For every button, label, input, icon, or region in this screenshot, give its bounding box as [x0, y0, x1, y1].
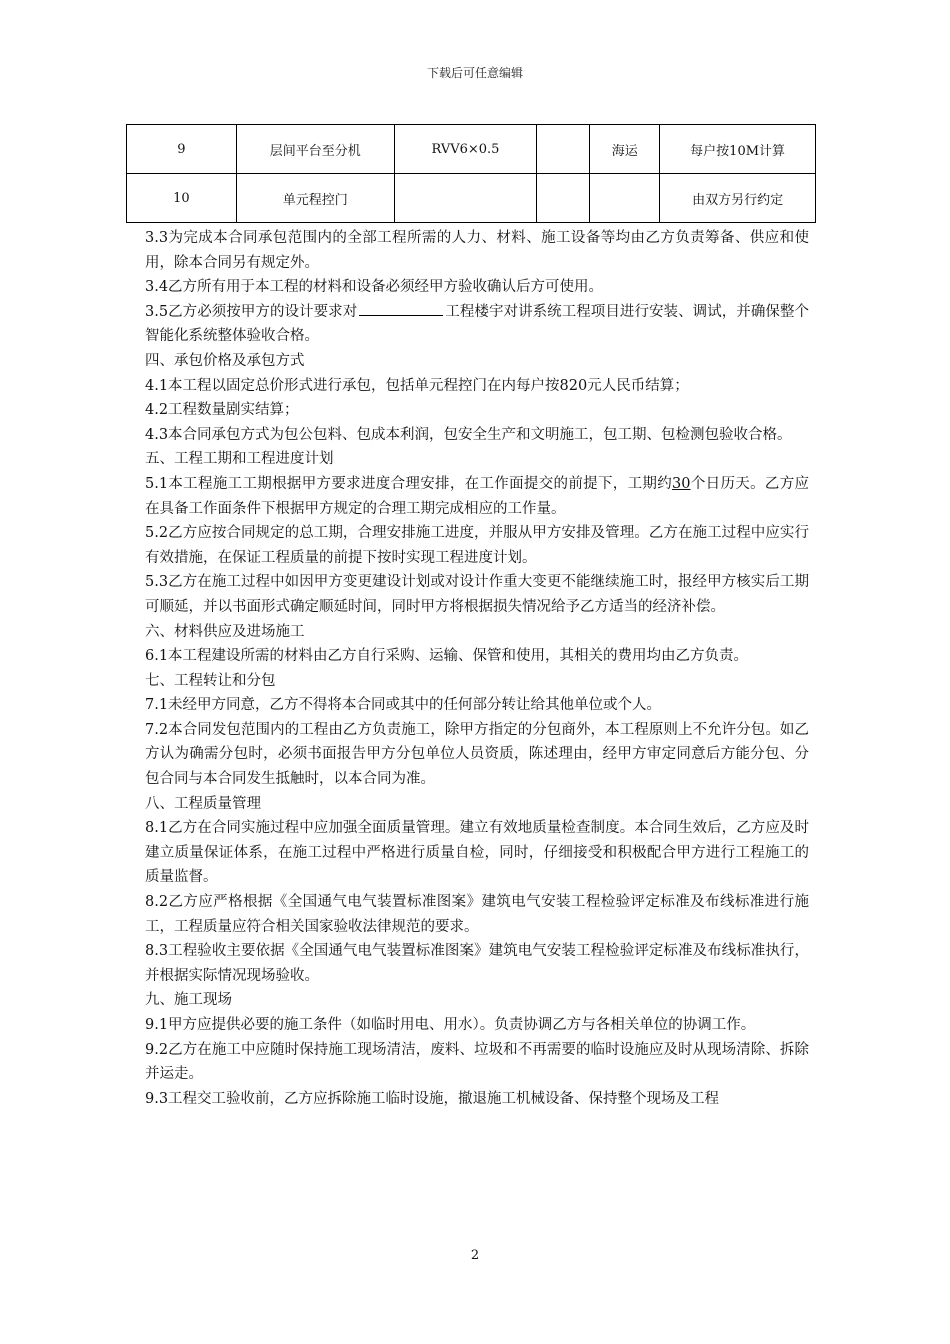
materials-table [126, 124, 816, 223]
clause-8-3: 8.3工程验收主要依据《全国通气电气装置标准图案》建筑电气安装工程检验评定标准及布线标准执行，并根据实际情况现场验收。 [145, 943, 809, 984]
duration-days: 30 [672, 475, 691, 492]
section-heading-4: 四、承包价格及承包方式 [145, 352, 305, 369]
clause-4-1: 4.1本工程以固定总价形式进行承包，包括单元程控门在内每户按820元人民币结算； [145, 377, 689, 394]
contract-body [145, 226, 809, 1111]
clause-3-5 [145, 300, 809, 349]
clause-5-1-text-b: 个日历天。乙方应在具备工作面条件下根据甲方规定的合理工期完成相应的工作量。 [145, 475, 810, 517]
table-cell-empty [537, 174, 590, 223]
page-number: 2 [470, 1248, 480, 1263]
section-heading-8: 八、工程质量管理 [145, 795, 261, 812]
table-cell-item: 层间平台至分机 [236, 125, 394, 174]
fill-in-blank [359, 300, 443, 316]
clause-4-3: 4.3本合同承包方式为包公包料、包成本利润，包安全生产和文明施工，包工期、包检测包验收合格。 [145, 426, 792, 443]
clause-3-5-text-b: 工程楼宇对讲系统工程项目进行安装、调试，并确保整个智能化系统整体验收合格。 [145, 303, 810, 345]
section-heading-9: 九、施工现场 [145, 992, 232, 1009]
table-cell-item: 单元程控门 [236, 174, 394, 223]
clause-3-4: 3.4乙方所有用于本工程的材料和设备必须经甲方验收确认后方可使用。 [145, 279, 604, 296]
table-cell-transport: 海运 [590, 125, 660, 174]
table-cell-spec: RVV6×0.5 [394, 125, 537, 174]
section-heading-5: 五、工程工期和工程进度计划 [145, 451, 334, 468]
clause-7-1: 7.1未经甲方同意，乙方不得将本合同或其中的任何部分转让给其他单位或个人。 [145, 697, 662, 714]
clause-9-3: 9.3工程交工验收前，乙方应拆除施工临时设施，撤退施工机械设备、保持整个现场及工程 [145, 1090, 720, 1107]
section-heading-6: 六、材料供应及进场施工 [145, 623, 305, 640]
clause-3-3: 3.3为完成本合同承包范围内的全部工程所需的人力、材料、施工设备等均由乙方负责筹备、供应和使用，除本合同另有规定外。 [145, 230, 809, 271]
clause-4-2: 4.2工程数量剧实结算； [145, 402, 299, 419]
table-cell-spec [394, 174, 537, 223]
table-cell-no: 10 [127, 174, 237, 223]
clause-8-2: 8.2乙方应严格根据《全国通气电气装置标准图案》建筑电气安装工程检验评定标准及布线标准进行施工，工程质量应符合相关国家验收法律规范的要求。 [145, 894, 809, 935]
clause-5-1 [145, 472, 809, 521]
table-row [127, 174, 816, 223]
table-cell-remark: 每户按10M计算 [660, 125, 816, 174]
clause-6-1: 6.1本工程建设所需的材料由乙方自行采购、运输、保管和使用，其相关的费用均由乙方负责。 [145, 648, 749, 665]
table-cell-empty [537, 125, 590, 174]
clause-3-5-text-a: 3.5乙方必须按甲方的设计要求对 [145, 303, 358, 320]
clause-7-2: 7.2本合同发包范围内的工程由乙方负责施工，除甲方指定的分包商外，本工程原则上不允许分包。如乙方认为确需分包时，必须书面报告甲方分包单位人员资质，陈述理由，经甲方审定同意后方能分包、分包合同与本合同发生抵触时，以本合同为准。 [145, 721, 809, 788]
clause-9-1: 9.1甲方应提供必要的施工条件（如临时用电、用水）。负责协调乙方与各相关单位的协调工作。 [145, 1017, 756, 1033]
table-row [127, 125, 816, 174]
table-cell-transport [590, 174, 660, 223]
clause-9-2: 9.2乙方在施工中应随时保持施工现场清洁，废料、垃圾和不再需要的临时设施应及时从现场清除、拆除并运走。 [145, 1041, 809, 1083]
table-cell-remark: 由双方另行约定 [660, 174, 816, 223]
clause-5-2: 5.2乙方应按合同规定的总工期，合理安排施工进度，并服从甲方安排及管理。乙方在施工过程中应实行有效措施，在保证工程质量的前提下按时实现工程进度计划。 [145, 525, 809, 566]
section-heading-7: 七、工程转让和分包 [145, 672, 276, 689]
clause-5-1-text-a: 5.1本工程施工工期根据甲方要求进度合理安排，在工作面提交的前提下，工期约 [145, 475, 673, 492]
page-header: 下载后可任意编辑 [426, 66, 523, 80]
clause-5-3: 5.3乙方在施工过程中如因甲方变更建设计划或对设计作重大变更不能继续施工时，报经甲方核实后工期可顺延，并以书面形式确定顺延时间，同时甲方将根据损失情况给予乙方适当的经济补偿。 [145, 574, 809, 615]
clause-8-1: 8.1乙方在合同实施过程中应加强全面质量管理。建立有效地质量检查制度。本合同生效后，乙方应及时建立质量保证体系，在施工过程中严格进行质量自检，同时，仔细接受和积极配合甲方进行工程施工的质量监督。 [145, 820, 809, 886]
table-cell-no: 9 [127, 125, 237, 174]
